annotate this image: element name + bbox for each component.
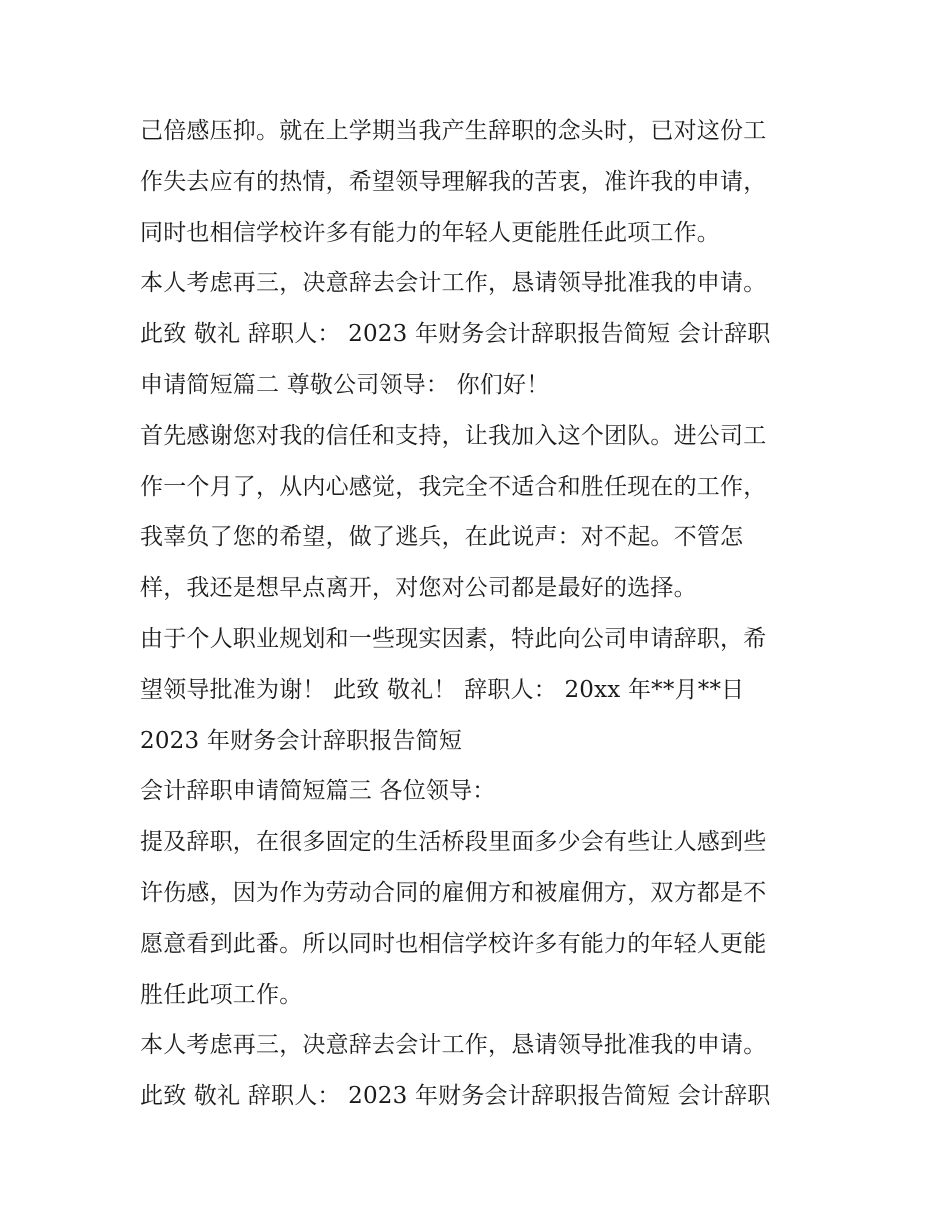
text-line: 本人考虑再三，决意辞去会计工作，恳请领导批准我的申请。 — [140, 1032, 767, 1059]
text-line: 申请简短篇二 尊敬公司领导： 你们好！ — [140, 371, 550, 398]
text-line: 本人考虑再三，决意辞去会计工作，恳请领导批准我的申请。 — [140, 270, 767, 297]
document-body — [140, 106, 820, 1122]
text-line: 作失去应有的热情，希望领导理解我的苦衷，准许我的申请， — [140, 168, 767, 195]
text-line: 会计辞职申请简短篇三 各位领导： — [140, 778, 496, 805]
text-line: 许伤感，因为作为劳动合同的雇佣方和被雇佣方，双方都是不 — [140, 879, 767, 906]
text-line: 己倍感压抑。就在上学期当我产生辞职的念头时，已对这份工 — [140, 118, 767, 144]
text-line: 由于个人职业规划和一些现实因素，特此向公司申请辞职，希 — [140, 625, 767, 652]
text-line: 同时也相信学校许多有能力的年轻人更能胜任此项工作。 — [140, 219, 720, 246]
text-line: 首先感谢您对我的信任和支持，让我加入这个团队。进公司工 — [140, 422, 767, 449]
text-line: 胜任此项工作。 — [140, 981, 303, 1008]
text-line: 此致 敬礼 辞职人： 2023 年财务会计辞职报告简短 会计辞职 — [140, 1083, 771, 1110]
text-line: 样，我还是想早点离开，对您对公司都是最好的选择。 — [140, 575, 697, 602]
text-line: 此致 敬礼 辞职人： 2023 年财务会计辞职报告简短 会计辞职 — [140, 321, 771, 348]
text-line: 提及辞职，在很多固定的生活桥段里面多少会有些让人感到些 — [140, 829, 767, 856]
text-line: 2023 年财务会计辞职报告简短 — [140, 727, 463, 754]
text-line: 愿意看到此番。所以同时也相信学校许多有能力的年轻人更能 — [140, 930, 767, 957]
text-line: 作一个月了，从内心感觉，我完全不适合和胜任现在的工作， — [140, 473, 767, 500]
text-line: 望领导批准为谢！ 此致 敬礼！ 辞职人： 20xx 年**月**日 — [140, 676, 745, 703]
text-line: 我辜负了您的希望，做了逃兵，在此说声：对不起。不管怎 — [140, 524, 744, 551]
